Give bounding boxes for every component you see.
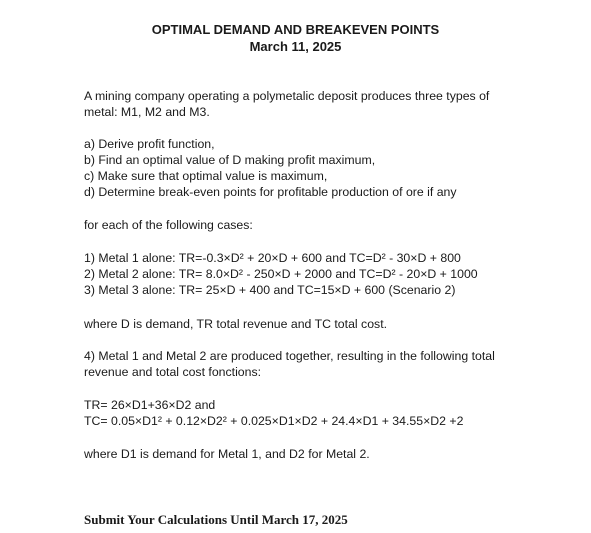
intro-paragraph <box>84 88 544 120</box>
document-date: March 11, 2025 <box>249 39 342 54</box>
task-item: c) Make sure that optimal value is maximum, <box>84 169 328 183</box>
equation-line: TC= 0.05×D1² + 0.12×D2² + 0.025×D1×D2 + 24.4×D1 + 34.55×D2 +2 <box>84 414 464 428</box>
definition-text: where D is demand, TR total revenue and TC total cost. <box>84 317 388 331</box>
combined-definition-text: where D1 is demand for Metal 1, and D2 for Metal 2. <box>84 447 370 461</box>
equation-line: TR= 26×D1+36×D2 and <box>84 398 216 412</box>
cases-intro <box>84 217 544 233</box>
combined-intro-line: 4) Metal 1 and Metal 2 are produced together, resulting in the following total <box>84 349 495 363</box>
task-list <box>84 136 544 200</box>
combined-equations <box>84 397 544 429</box>
definition-paragraph <box>84 316 544 332</box>
task-item: d) Determine break-even points for profitable production of ore if any <box>84 185 457 199</box>
combined-intro-line: revenue and total cost fonctions: <box>84 365 262 379</box>
case-list <box>84 250 544 298</box>
combined-definition <box>84 446 544 462</box>
case-item: 3) Metal 3 alone: TR= 25×D + 400 and TC=15×D + 600 (Scenario 2) <box>84 283 456 297</box>
intro-line: A mining company operating a polymetalic deposit produces three types of <box>84 89 490 103</box>
submission-deadline: Submit Your Calculations Until March 17, 2025 <box>84 512 348 527</box>
case-item: 1) Metal 1 alone: TR=-0.3×D² + 20×D + 600 and TC=D² - 30×D + 800 <box>84 251 461 265</box>
intro-line: metal: M1, M2 and M3. <box>84 105 210 119</box>
task-item: b) Find an optimal value of D making profit maximum, <box>84 153 376 167</box>
task-item: a) Derive profit function, <box>84 137 215 151</box>
document-title: OPTIMAL DEMAND AND BREAKEVEN POINTS <box>151 22 440 37</box>
case-item: 2) Metal 2 alone: TR= 8.0×D² - 250×D + 2000 and TC=D² - 20×D + 1000 <box>84 267 478 281</box>
combined-intro-paragraph <box>84 348 544 380</box>
cases-intro-text: for each of the following cases: <box>84 218 253 232</box>
